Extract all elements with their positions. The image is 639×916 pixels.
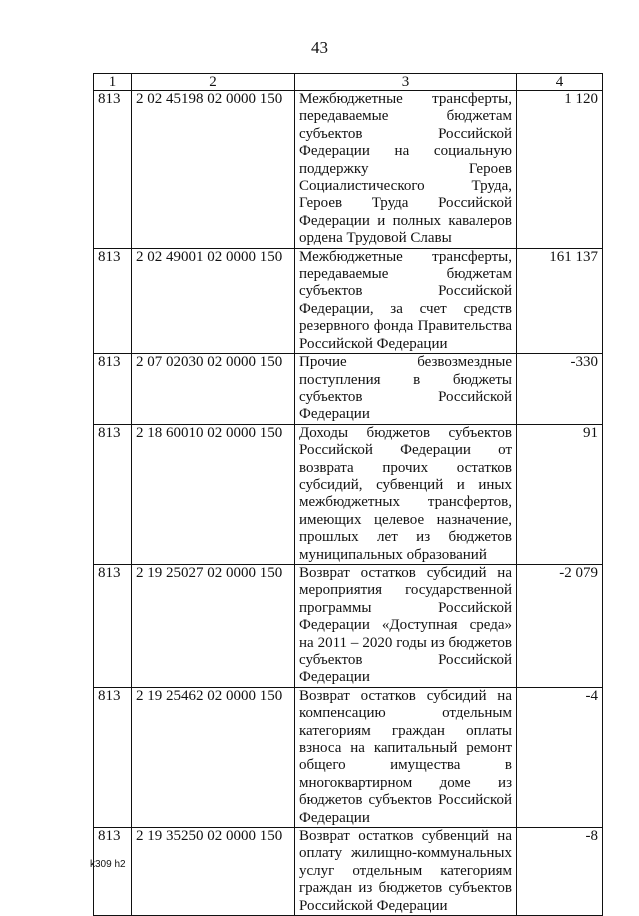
- column-header-3: 3: [295, 74, 517, 91]
- table-row: [94, 354, 603, 425]
- amount-cell: 91: [517, 424, 603, 564]
- amount-cell: 1 120: [517, 91, 603, 249]
- amount-cell: -330: [517, 354, 603, 425]
- income-name-cell: Возврат остатков субсидий на компенсацию отдельным категориям граждан оплаты взноса на капитальный ремонт общего имущества в многоквартирном доме из бюджетов субъектов Российской Федерации: [295, 687, 517, 827]
- admin-code-cell: 813: [94, 354, 132, 425]
- budget-code-cell: 2 07 02030 02 0000 150: [132, 354, 295, 425]
- amount-cell: -8: [517, 828, 603, 916]
- income-name-cell: Межбюджетные трансферты, передаваемые бюджетам субъектов Российской Федерации на социальную поддержку Героев Социалистического Труда, Героев Труда Российской Федерации и полных кавалеров ордена Трудовой Славы: [295, 91, 517, 249]
- table-header-row: [94, 74, 603, 91]
- budget-code-cell: 2 18 60010 02 0000 150: [132, 424, 295, 564]
- admin-code-cell: 813: [94, 91, 132, 249]
- table-row: [94, 91, 603, 249]
- income-name-cell: Доходы бюджетов субъектов Российской Федерации от возврата прочих остатков субсидий, субвенций и иных межбюджетных трансфертов, имеющих целевое назначение, прошлых лет из бюджетов муниципальных образований: [295, 424, 517, 564]
- page-number: 43: [311, 38, 328, 57]
- amount-cell: -2 079: [517, 564, 603, 687]
- income-name-cell: Возврат остатков субвенций на оплату жилищно-коммунальных услуг отдельным категориям граждан из бюджетов субъектов Российской Федерации: [295, 828, 517, 916]
- budget-table: [93, 73, 603, 916]
- income-name-cell: Межбюджетные трансферты, передаваемые бюджетам субъектов Российской Федерации, за счет средств резервного фонда Правительства Российской Федерации: [295, 248, 517, 353]
- income-name-cell: Возврат остатков субсидий на мероприятия государственной программы Российской Федерации «Доступная среда» на 2011 – 2020 годы из бюджетов субъектов Российской Федерации: [295, 564, 517, 687]
- budget-code-cell: 2 02 49001 02 0000 150: [132, 248, 295, 353]
- budget-code-cell: 2 19 25462 02 0000 150: [132, 687, 295, 827]
- budget-code-cell: 2 19 25027 02 0000 150: [132, 564, 295, 687]
- admin-code-cell: 813: [94, 564, 132, 687]
- budget-code-cell: 2 02 45198 02 0000 150: [132, 91, 295, 249]
- table-row: [94, 828, 603, 916]
- income-name-cell: Прочие безвозмездные поступления в бюджеты субъектов Российской Федерации: [295, 354, 517, 425]
- amount-cell: 161 137: [517, 248, 603, 353]
- amount-cell: -4: [517, 687, 603, 827]
- column-header-4: 4: [517, 74, 603, 91]
- admin-code-cell: 813: [94, 248, 132, 353]
- table-row: [94, 424, 603, 564]
- column-header-2: 2: [132, 74, 295, 91]
- admin-code-cell: 813: [94, 828, 132, 916]
- column-header-1: 1: [94, 74, 132, 91]
- budget-code-cell: 2 19 35250 02 0000 150: [132, 828, 295, 916]
- admin-code-cell: 813: [94, 424, 132, 564]
- table-row: [94, 564, 603, 687]
- admin-code-cell: 813: [94, 687, 132, 827]
- table-row: [94, 687, 603, 827]
- footer-code: k309 h2: [90, 859, 126, 870]
- table-row: [94, 248, 603, 353]
